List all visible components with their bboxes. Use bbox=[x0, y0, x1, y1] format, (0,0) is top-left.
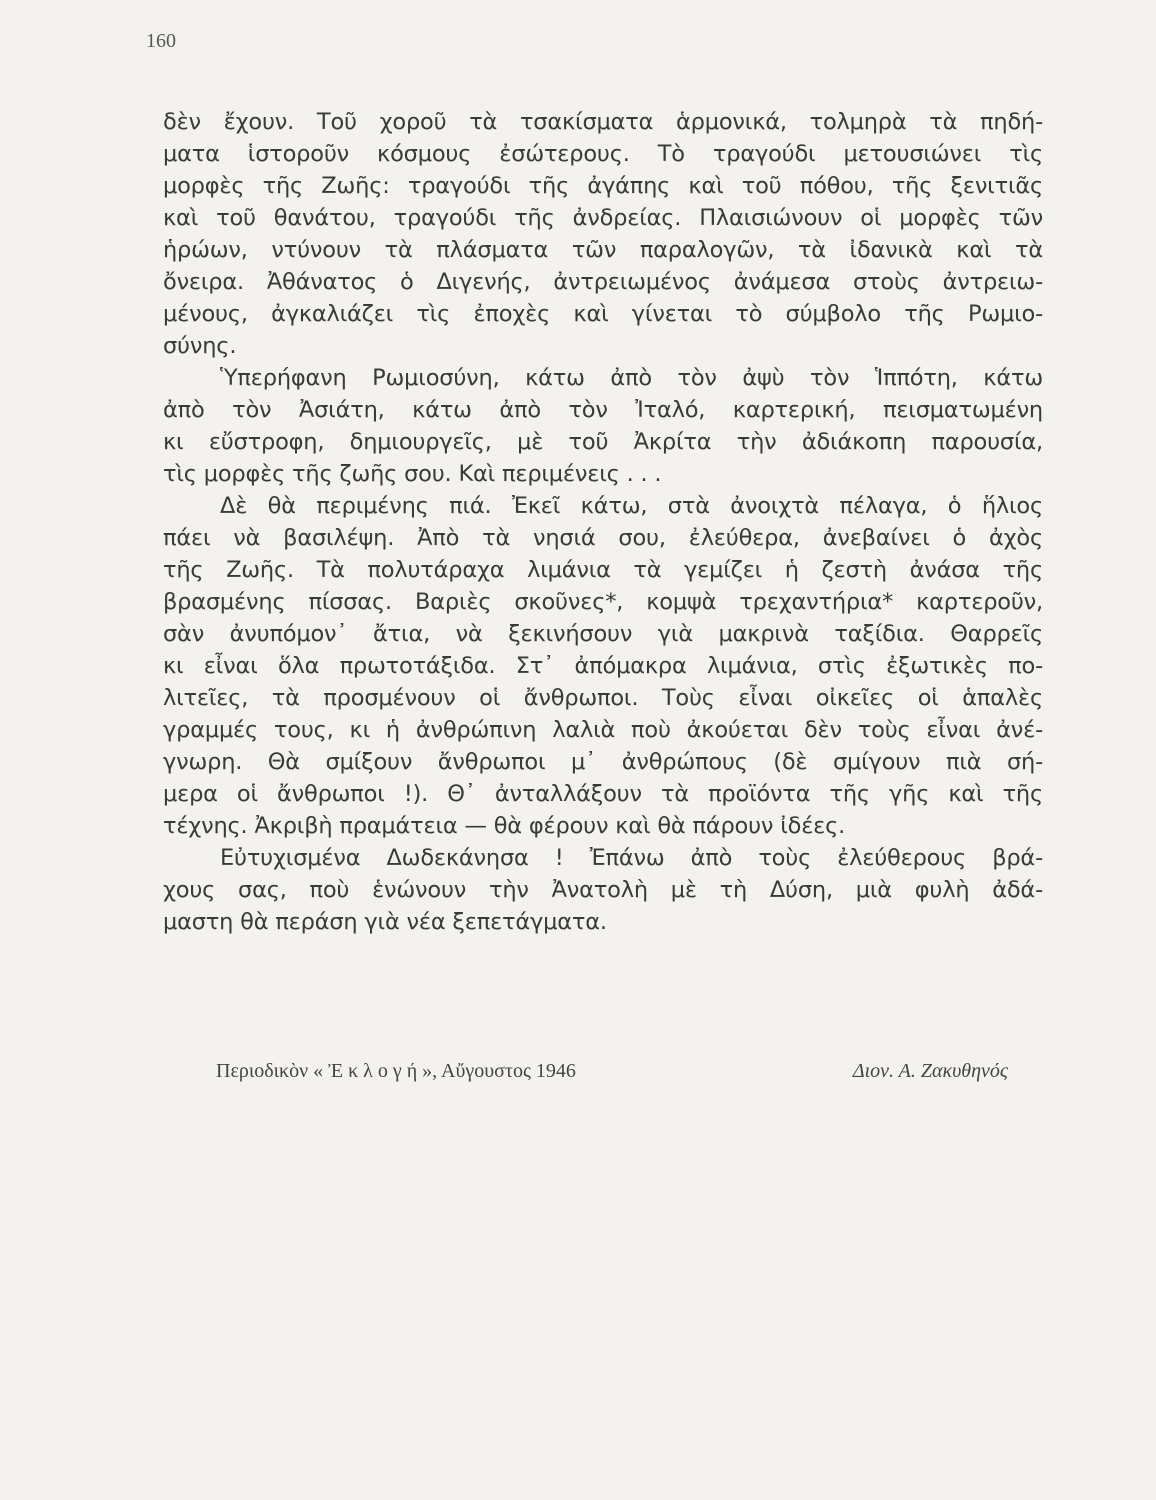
text-line: ἀπὸ τὸν Ἀσιάτη, κάτω ἀπὸ τὸν Ἰταλό, καρτερική, πεισματωμένη bbox=[163, 397, 1043, 423]
text-line: καὶ τοῦ θανάτου, τραγούδι τῆς ἀνδρείας. Πλαισιώνουν οἱ μορφὲς τῶν bbox=[163, 205, 1043, 231]
text-line: πάει νὰ βασιλέψη. Ἀπὸ τὰ νησιά σου, ἐλεύθερα, ἀνεβαίνει ὁ ἀχὸς bbox=[163, 525, 1043, 551]
text-line: γνωρη. Θὰ σμίξουν ἄνθρωποι μ᾽ ἀνθρώπους (δὲ σμίγουν πιὰ σή- bbox=[163, 749, 1043, 775]
text-line: γραμμές τους, κι ἡ ἀνθρώπινη λαλιὰ ποὺ ἀκούεται δὲν τοὺς εἶναι ἀνέ- bbox=[163, 717, 1043, 743]
text-line: τέχνης. Ἀκριβὴ πραμάτεια — θὰ φέρουν καὶ θὰ πάρουν ἰδέες. bbox=[163, 813, 846, 839]
citation-footer bbox=[216, 1060, 1008, 1083]
text-line: Ὑπερήφανη Ρωμιοσύνη, κάτω ἀπὸ τὸν ἀψὺ τὸν Ἱππότη, κάτω bbox=[220, 365, 1043, 391]
text-line: σύνης. bbox=[163, 333, 237, 359]
text-line: χους σας, ποὺ ἑνώνουν τὴν Ἀνατολὴ μὲ τὴ Δύση, μιὰ φυλὴ ἀδά- bbox=[163, 877, 1043, 903]
text-line: ὄνειρα. Ἀθάνατος ὁ Διγενής, ἀντρειωμένος ἀνάμεσα στοὺς ἀντρειω- bbox=[163, 269, 1043, 295]
text-line: βρασμένης πίσσας. Βαριὲς σκοῦνες*, κομψὰ τρεχαντήρια* καρτεροῦν, bbox=[163, 589, 1043, 615]
text-line: μορφὲς τῆς Ζωῆς: τραγούδι τῆς ἀγάπης καὶ τοῦ πόθου, τῆς ξενιτιᾶς bbox=[163, 173, 1043, 199]
text-line: μερα οἱ ἄνθρωποι !). Θ᾽ ἀνταλλάξουν τὰ προϊόντα τῆς γῆς καὶ τῆς bbox=[163, 781, 1043, 807]
source-citation: Περιοδικὸν « Ἐ κ λ ο γ ή », Αὔγουστος 1946 bbox=[216, 1060, 576, 1082]
page-number: 160 bbox=[146, 30, 176, 52]
text-line: δὲν ἔχουν. Τοῦ χοροῦ τὰ τσακίσματα ἁρμονικά, τολμηρὰ τὰ πηδή- bbox=[163, 109, 1043, 135]
text-line: κι εἶναι ὅλα πρωτοτάξιδα. Στ᾽ ἀπόμακρα λιμάνια, στὶς ἐξωτικὲς πο- bbox=[163, 653, 1043, 679]
text-line: λιτεῖες, τὰ προσμένουν οἱ ἄνθρωποι. Τοὺς εἶναι οἰκεῖες οἱ ἁπαλὲς bbox=[163, 685, 1043, 711]
text-line: μένους, ἀγκαλιάζει τὶς ἐποχὲς καὶ γίνεται τὸ σύμβολο τῆς Ρωμιο- bbox=[163, 301, 1043, 327]
text-line: τῆς Ζωῆς. Τὰ πολυτάραχα λιμάνια τὰ γεμίζει ἡ ζεστὴ ἀνάσα τῆς bbox=[163, 557, 1043, 583]
text-line: ἡρώων, ντύνουν τὰ πλάσματα τῶν παραλογῶν, τὰ ἰδανικὰ καὶ τὰ bbox=[163, 237, 1043, 263]
author-name: Διον. Α. Ζακυθηνός bbox=[852, 1060, 1008, 1082]
paragraph bbox=[163, 106, 1043, 362]
text-line: μαστη θὰ περάση γιὰ νέα ξεπετάγματα. bbox=[163, 909, 607, 935]
text-line: ματα ἱστοροῦν κόσμους ἐσώτερους. Τὸ τραγούδι μετουσιώνει τὶς bbox=[163, 141, 1043, 167]
text-line: Δὲ θὰ περιμένης πιά. Ἐκεῖ κάτω, στὰ ἀνοιχτὰ πέλαγα, ὁ ἥλιος bbox=[220, 493, 1043, 519]
text-line: σὰν ἀνυπόμον᾽ ἄτια, νὰ ξεκινήσουν γιὰ μακρινὰ ταξίδια. Θαρρεῖς bbox=[163, 621, 1043, 647]
paragraph bbox=[163, 490, 1043, 842]
body-text bbox=[163, 106, 1043, 938]
paragraph bbox=[163, 842, 1043, 938]
paragraph bbox=[163, 362, 1043, 490]
text-line: κι εὔστροφη, δημιουργεῖς, μὲ τοῦ Ἀκρίτα τὴν ἀδιάκοπη παρουσία, bbox=[163, 429, 1043, 455]
text-line: τὶς μορφὲς τῆς ζωῆς σου. Καὶ περιμένεις . . . bbox=[163, 461, 662, 487]
text-line: Εὐτυχισμένα Δωδεκάνησα ! Ἐπάνω ἀπὸ τοὺς ἐλεύθερους βρά- bbox=[220, 845, 1043, 871]
